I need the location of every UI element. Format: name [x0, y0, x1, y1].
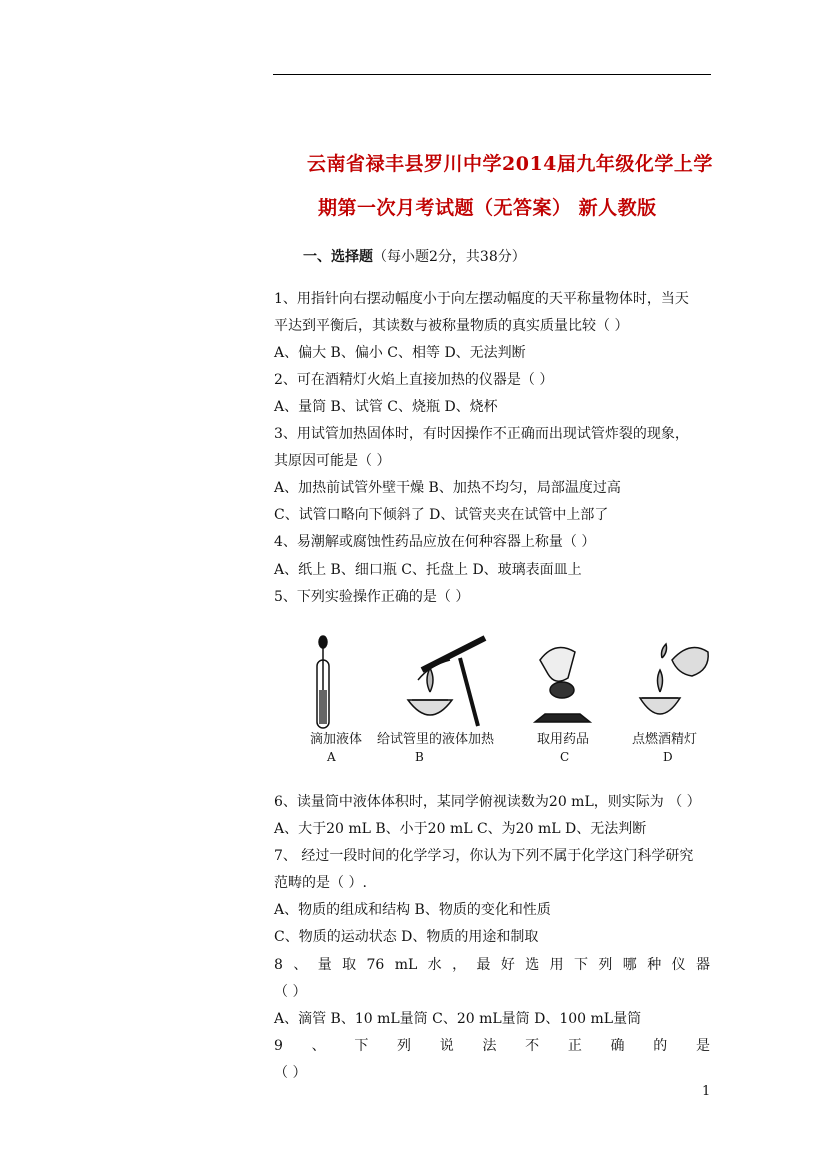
q9-word: 法	[482, 1038, 497, 1054]
figure-letter-c: C	[560, 750, 570, 764]
q9-word: 、	[311, 1038, 326, 1054]
question-line: 平达到平衡后，其读数与被称量物质的真实质量比较（ ）	[274, 318, 629, 334]
q8-word: 选	[525, 957, 540, 973]
q8-word: 76	[366, 957, 385, 973]
section-note: （每小题2分，共38分）	[373, 249, 526, 265]
q9-word: 确	[610, 1038, 625, 1054]
question-line: A、加热前试管外壁干燥 B、加热不均匀，局部温度过高	[274, 480, 621, 496]
question-line: A、物质的组成和结构 B、物质的变化和性质	[274, 902, 551, 918]
q8-word: 8	[274, 957, 283, 973]
q8-word: 列	[598, 957, 613, 973]
question-9-paren: （ ）	[274, 1065, 307, 1081]
figure-caption-b: 给试管里的液体加热	[377, 732, 495, 747]
q8-word: ，	[452, 957, 467, 973]
q8-word: mL	[394, 957, 418, 973]
q8-word: 取	[342, 957, 357, 973]
q8-word: 水	[427, 957, 442, 973]
q8-word: 、	[293, 957, 308, 973]
question-line: 2、可在酒精灯火焰上直接加热的仪器是（ ）	[274, 372, 554, 388]
q8-word: 器	[695, 957, 710, 973]
q8-word: 仪	[671, 957, 686, 973]
question-line: 4、易潮解或腐蚀性药品应放在何种容器上称量（ ）	[274, 534, 596, 550]
question-line: A、滴管 B、10 mL量筒 C、20 mL量筒 D、100 mL量筒	[274, 1011, 642, 1027]
q9-word: 正	[567, 1038, 582, 1054]
section-heading	[303, 246, 526, 266]
title-line-2: 期第一次月考试题（无答案） 新人教版	[318, 197, 657, 219]
q8-word: 最	[476, 957, 491, 973]
figure-caption-d: 点燃酒精灯	[632, 732, 698, 747]
section-title: 一、选择题	[303, 249, 373, 265]
question-line: C、试管口略向下倾斜了 D、试管夹夹在试管中上部了	[274, 507, 609, 523]
question-line: A、偏大 B、偏小 C、相等 D、无法判断	[274, 345, 526, 361]
q8-word: 用	[549, 957, 564, 973]
hand-taking-chemical-icon	[535, 648, 590, 723]
experiment-illustrations	[300, 630, 720, 730]
page-number: 1	[702, 1084, 711, 1099]
q9-word: 列	[397, 1038, 412, 1054]
figure-caption-a: 滴加液体	[310, 732, 363, 747]
question-line: 1、用指针向右摆动幅度小于向左摆动幅度的天平称量物体时，当天	[274, 291, 689, 307]
heating-test-tube-icon	[408, 638, 485, 726]
question-line: A、纸上 B、细口瓶 C、托盘上 D、玻璃表面皿上	[274, 562, 582, 578]
figure-letter-a: A	[327, 750, 336, 764]
experiment-figure	[300, 630, 720, 770]
q8-word: 哪	[622, 957, 637, 973]
question-line: 6、读量筒中液体体积时，某同学俯视读数为20 mL，则实际为 （ ）	[274, 794, 701, 810]
q8-word: 下	[574, 957, 589, 973]
question-line: A、量筒 B、试管 C、烧瓶 D、烧杯	[274, 399, 498, 415]
question-line: 7、 经过一段时间的化学学习，你认为下列不属于化学这门科学研究	[274, 848, 694, 864]
figure-letter-d: D	[663, 750, 673, 764]
question-line: 3、用试管加热固体时，有时因操作不正确而出现试管炸裂的现象，	[274, 426, 689, 442]
q9-word: 不	[525, 1038, 540, 1054]
question-line: 范畴的是（ ）.	[274, 875, 367, 891]
question-line: C、物质的运动状态 D、物质的用途和制取	[274, 929, 539, 945]
header-rule	[273, 74, 711, 75]
q9-word: 说	[439, 1038, 454, 1054]
question-8-paren: （ ）	[274, 984, 307, 1000]
q9-word: 下	[354, 1038, 369, 1054]
figure-letter-b: B	[415, 750, 424, 764]
q8-word: 种	[647, 957, 662, 973]
lighting-alcohol-lamp-icon	[640, 644, 708, 714]
q9-word: 是	[695, 1038, 710, 1054]
question-line: A、大于20 mL B、小于20 mL C、为20 mL D、无法判断	[274, 821, 647, 837]
question-8-line	[274, 956, 710, 974]
question-9-line	[274, 1037, 710, 1055]
q9-word: 的	[653, 1038, 668, 1054]
question-line: 其原因可能是（ ）	[274, 453, 391, 469]
q8-word: 好	[500, 957, 515, 973]
q9-word: 9	[274, 1038, 283, 1054]
title-line-1: 云南省禄丰县罗川中学2014届九年级化学上学	[307, 153, 713, 175]
figure-caption-c: 取用药品	[537, 732, 590, 747]
q8-word: 量	[317, 957, 332, 973]
dropper-test-tube-icon	[317, 636, 329, 728]
question-line: 5、下列实验操作正确的是（ ）	[274, 589, 470, 605]
